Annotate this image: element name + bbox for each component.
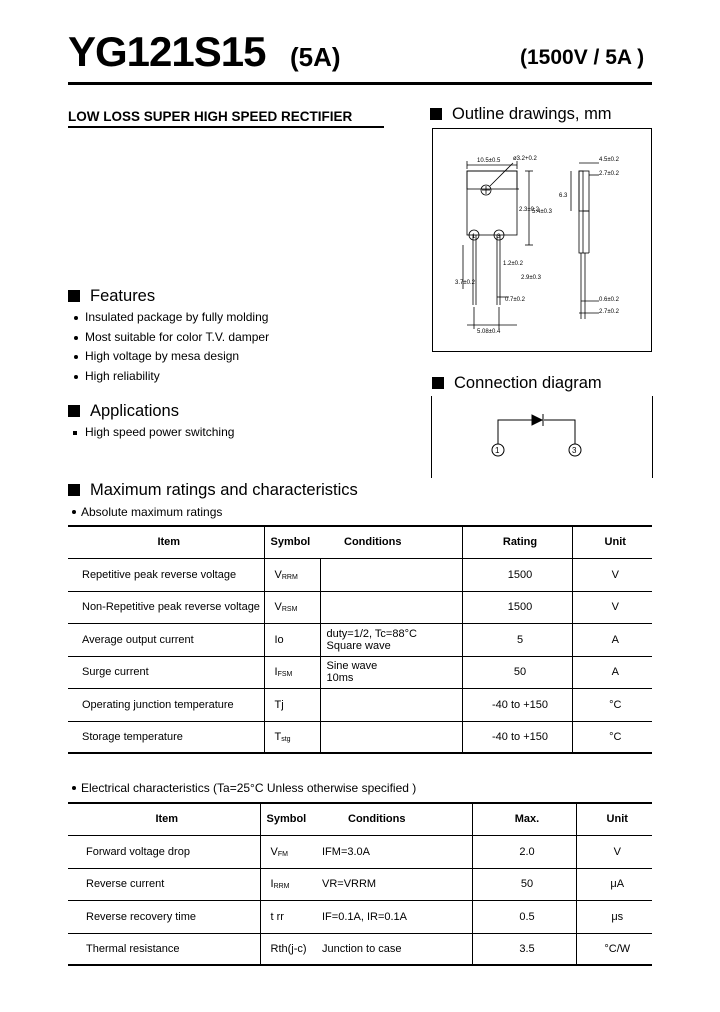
dim-height: 5.4±0.3 [532, 209, 552, 215]
col-symbol: Symbol [260, 803, 316, 835]
col-conditions: Conditions [344, 536, 402, 549]
feature-item: High voltage by mesa design [68, 347, 269, 367]
pin-1-label: 1 [472, 234, 476, 240]
table-row: Thermal resistance Rth(j-c) Junction to case 3.5 °C/W [68, 933, 652, 965]
table-row: Reverse current IRRM VR=VRRM 50 μA [68, 868, 652, 900]
current-tag: (5A) [290, 42, 341, 72]
abs-max-label: Absolute maximum ratings [72, 505, 222, 519]
table-row: Non-Repetitive peak reverse voltage VRSM 1500 V [68, 591, 652, 623]
pin-1-label: 1 [495, 446, 500, 455]
section-square-icon [68, 290, 80, 302]
dim-lead-base: 3.7±0.2 [455, 280, 475, 286]
section-square-icon [68, 405, 80, 417]
dim-hole-pos: 2.3±0.2 [519, 207, 539, 213]
pin-3-label: 3 [572, 446, 577, 455]
section-square-icon [432, 377, 444, 389]
connection-heading: Connection diagram [432, 373, 602, 393]
ratings-table [68, 525, 652, 754]
electrical-table [68, 802, 652, 966]
feature-item: Most suitable for color T.V. damper [68, 328, 269, 348]
table-row: Surge current IFSM Sine wave 10ms 50 A [68, 656, 652, 688]
feature-item: Insulated package by fully molding [68, 308, 269, 328]
col-rating: Rating [462, 526, 572, 558]
part-number-title: YG121S15 [68, 28, 266, 75]
table-row: Storage temperature Tstg -40 to +150 °C [68, 721, 652, 753]
ratings-heading: Maximum ratings and characteristics [68, 480, 358, 500]
col-unit: Unit [576, 803, 652, 835]
table-row: Repetitive peak reverse voltage VRRM 1500 V [68, 558, 652, 591]
applications-heading: Applications [68, 401, 179, 421]
features-list [68, 308, 269, 386]
dim-lead-len: 2.9±0.3 [521, 275, 541, 281]
dim-side-height: 6.3 [559, 193, 568, 199]
outline-drawing [433, 129, 651, 351]
table-header-row [68, 803, 652, 835]
dim-lead-width: 1.2±0.2 [503, 261, 523, 267]
electrical-label: Electrical characteristics (Ta=25°C Unless otherwise specified ) [72, 781, 416, 795]
col-item: Item [155, 813, 179, 826]
col-unit: Unit [572, 526, 652, 558]
dim-thickness: 4.5±0.2 [599, 157, 619, 163]
col-conditions: Conditions [348, 813, 406, 826]
dim-tab: 2.7±0.2 [599, 171, 619, 177]
dim-side-lead2: 2.7±0.2 [599, 309, 619, 315]
table-row: Reverse recovery time t rr IF=0.1A, IR=0.1A 0.5 μs [68, 900, 652, 933]
dim-hole: ø3.2+0.2 [513, 156, 537, 162]
subtitle-underline [68, 126, 384, 128]
applications-list [68, 423, 234, 443]
rating-tag: (1500V / 5A ) [520, 46, 645, 69]
col-symbol: Symbol [264, 526, 320, 558]
outline-heading: Outline drawings, mm [430, 104, 612, 124]
dim-pitch: 5.08±0.4 [477, 329, 501, 335]
diode-symbol [432, 396, 652, 478]
device-subtitle: LOW LOSS SUPER HIGH SPEED RECTIFIER [68, 109, 353, 124]
application-item: High speed power switching [68, 423, 234, 443]
connection-diagram-box [431, 396, 653, 478]
table-row: Forward voltage drop VFM IFM=3.0A 2.0 V [68, 835, 652, 868]
col-max: Max. [472, 803, 576, 835]
dim-lead-thick: 0.7±0.2 [505, 297, 525, 303]
table-row: Operating junction temperature Tj -40 to +150 °C [68, 688, 652, 721]
section-square-icon [68, 484, 80, 496]
header-rule [68, 82, 652, 85]
outline-drawing-box [432, 128, 652, 352]
section-square-icon [430, 108, 442, 120]
feature-item: High reliability [68, 367, 269, 387]
pin-3-label: 3 [497, 234, 501, 240]
table-row: Average output current Io duty=1/2, Tc=88°C Square wave 5 A [68, 623, 652, 656]
dim-width: 10.5±0.5 [477, 158, 501, 164]
features-heading: Features [68, 286, 155, 306]
col-item: Item [157, 536, 181, 549]
dim-side-lead: 0.6±0.2 [599, 297, 619, 303]
table-header-row [68, 526, 652, 558]
